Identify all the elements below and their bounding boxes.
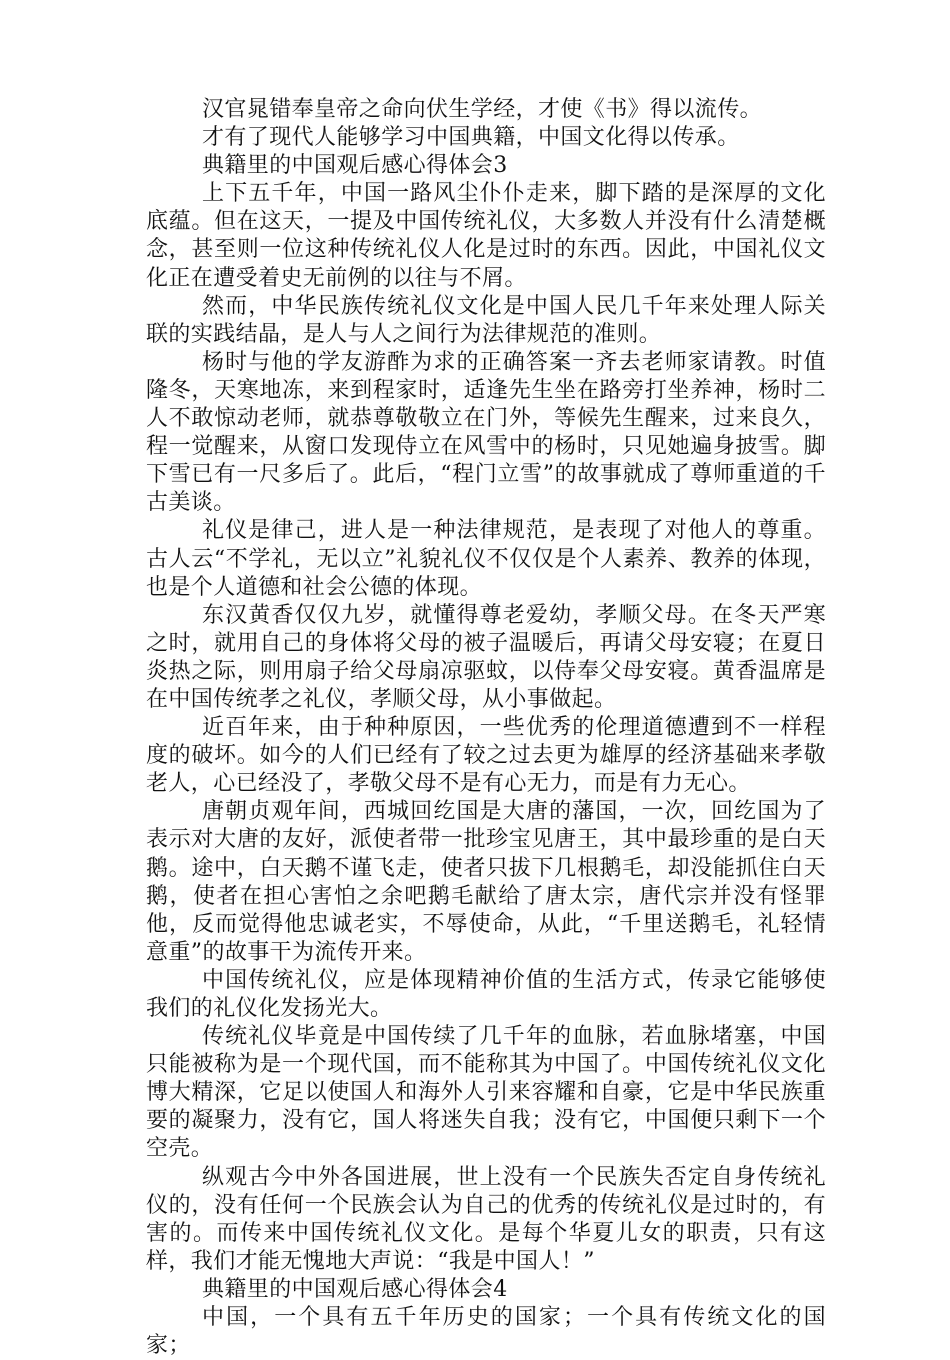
paragraph: 才有了现代人能够学习中国典籍，中国文化得以传承。	[202, 125, 740, 151]
section-heading: 典籍里的中国观后感心得体会4	[202, 1276, 508, 1302]
paragraph: 中国传统礼仪，应是体现精神价值的生活方式，传录它能够使我们的礼仪化发扬光大。	[146, 967, 826, 1021]
paragraph: 唐朝贞观年间，西城回纥国是大唐的藩国，一次，回纥国为了表示对大唐的友好，派使者带一批珍宝见唐王，其中最珍重的是白天鹅。途中，白天鹅不谨飞走，使者只拔下几根鹅毛，却没能抓住白天鹅，使者在担心害怕之余吧鹅毛献给了唐太宗，唐代宗并没有怪罪他，反而觉得他忠诚老实，不辱使命，从此，“千里送鹅毛，礼轻情意重”的故事干为流传开来。	[146, 799, 826, 965]
paragraph: 上下五千年，中国一路风尘仆仆走来，脚下踏的是深厚的文化底蕴。但在这天，一提及中国传统礼仪，大多数人并没有什么清楚概念，甚至则一位这种传统礼仪人化是过时的东西。因此，中国礼仪文化正在遭受着史无前例的以往与不屑。	[146, 181, 826, 291]
paragraph: 传统礼仪毕竟是中国传续了几千年的血脉，若血脉堵塞，中国只能被称为是一个现代国，而不能称其为中国了。中国传统礼仪文化博大精深，它足以使国人和海外人引来容耀和自豪，它是中华民族重要的凝聚力，没有它，国人将迷失自我；没有它，中国便只剩下一个空壳。	[146, 1024, 826, 1162]
paragraph: 礼仪是律己，进人是一种法律规范，是表现了对他人的尊重。古人云“不学礼，无以立”礼貌礼仪不仅仅是个人素养、教养的体现，也是个人道德和社会公德的体现。	[146, 518, 826, 600]
paragraph: 纵观古今中外各国进展，世上没有一个民族失否定自身传统礼仪的，没有任何一个民族会认为自己的优秀的传统礼仪是过时的，有害的。而传来中国传统礼仪文化。是每个华夏儿女的职责，只有这样，我们才能无愧地大声说：“我是中国人！”	[146, 1164, 826, 1274]
paragraph: 然而，中华民族传统礼仪文化是中国人民几千年来处理人际关联的实践结晶，是人与人之间行为法律规范的准则。	[146, 293, 826, 347]
paragraph: 近百年来，由于种种原因，一些优秀的伦理道德遭到不一样程度的破坏。如今的人们已经有了较之过去更为雄厚的经济基础来孝敬老人，心已经没了，孝敬父母不是有心无力，而是有力无心。	[146, 715, 826, 797]
paragraph: 杨时与他的学友游酢为求的正确答案一齐去老师家请教。时值隆冬，天寒地冻，来到程家时，适逢先生坐在路旁打坐养神，杨时二人不敢惊动老师，就恭尊敬敬立在门外，等候先生醒来，过来良久，程一觉醒来，从窗口发现侍立在风雪中的杨时，只见她遍身披雪。脚下雪已有一尺多后了。此后，“程门立雪”的故事就成了尊师重道的千古美谈。	[146, 349, 826, 516]
paragraph: 东汉黄香仅仅九岁，就懂得尊老爱幼，孝顺父母。在冬天严寒之时，就用自己的身体将父母的被子温暖后，再请父母安寝；在夏日炎热之际，则用扇子给父母扇凉驱蚊，以侍奉父母安寝。黄香温席是在中国传统孝之礼仪，孝顺父母，从小事做起。	[146, 602, 826, 712]
document-body	[146, 96, 826, 1360]
paragraph: 中国，一个具有五千年历史的国家；一个具有传统文化的国家；	[146, 1305, 826, 1359]
paragraph: 汉官晁错奉皇帝之命向伏生学经，才使《书》得以流传。	[202, 97, 763, 122]
section-heading: 典籍里的中国观后感心得体会3	[202, 153, 508, 179]
